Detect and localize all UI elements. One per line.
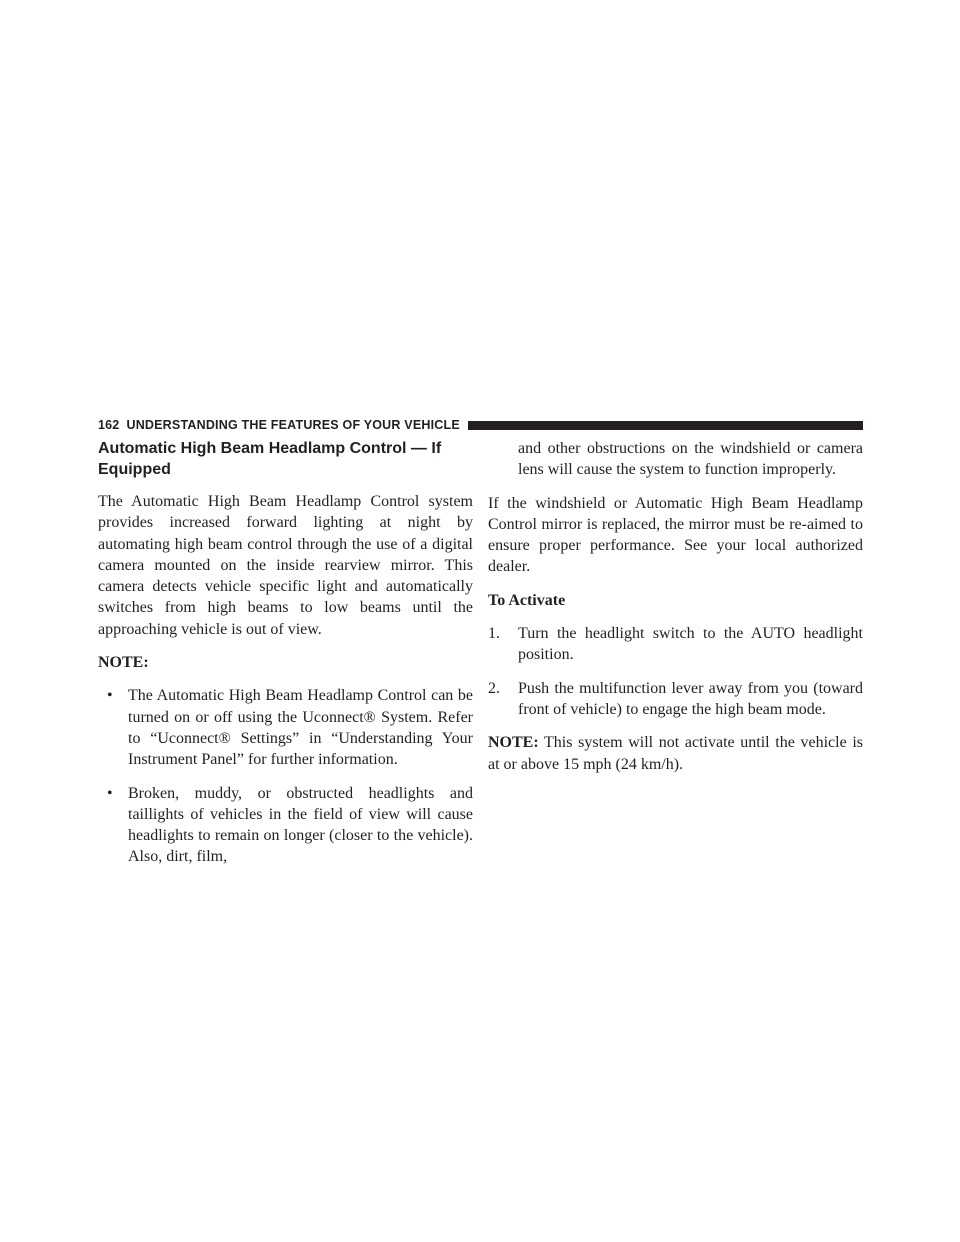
subheading-to-activate: To Activate bbox=[488, 591, 566, 609]
intro-paragraph: The Automatic High Beam Headlamp Control system provides increased forward lighting at night by automating high beam control through the use of a digital camera mounted on the inside rearview mirror. This camera detects vehicle specific light and automatically switches from high beams to low beams until the approaching vehicle is out of view. bbox=[98, 493, 473, 638]
page-header bbox=[98, 418, 863, 432]
note-label: NOTE: bbox=[488, 734, 539, 752]
bullet-text: Broken, muddy, or obstructed headlights and taillights of vehicles in the field of view will cause headlights to remain on longer (closer to the vehicle). Also, dirt, film, bbox=[128, 784, 473, 866]
header-rule bbox=[468, 421, 863, 430]
section-heading: Automatic High Beam Headlamp Control — If Equipped bbox=[98, 440, 442, 478]
right-column bbox=[488, 438, 863, 787]
list-item bbox=[488, 678, 863, 721]
step-text: Push the multifunction lever away from you (toward front of vehicle) to engage the high beam mode. bbox=[518, 679, 863, 718]
bullet-icon: • bbox=[107, 784, 113, 802]
page-number: 162 bbox=[98, 418, 120, 432]
step-number: 2. bbox=[488, 679, 500, 697]
list-item bbox=[98, 685, 473, 770]
activation-note bbox=[488, 732, 863, 775]
note-label: NOTE: bbox=[98, 654, 149, 672]
section-title: UNDERSTANDING THE FEATURES OF YOUR VEHICLE bbox=[126, 418, 460, 432]
replacement-paragraph: If the windshield or Automatic High Beam Headlamp Control mirror is replaced, the mirror must be re-aimed to ensure proper performance. See your local authorized dealer. bbox=[488, 494, 863, 576]
step-number: 1. bbox=[488, 625, 500, 643]
note-text: This system will not activate until the vehicle is at or above 15 mph (24 km/h). bbox=[488, 734, 863, 773]
bullet-text: The Automatic High Beam Headlamp Control can be turned on or off using the Uconnect® System. Refer to “Uconnect® Settings” in “Understanding Your Instrument Panel” for further information. bbox=[128, 687, 473, 769]
list-item bbox=[488, 623, 863, 666]
bullet-icon: • bbox=[107, 687, 113, 705]
left-column bbox=[98, 438, 473, 880]
bullet-continuation: and other obstructions on the windshield or camera lens will cause the system to function improperly. bbox=[518, 440, 863, 479]
step-text: Turn the headlight switch to the AUTO headlight position. bbox=[518, 625, 863, 664]
list-item bbox=[98, 783, 473, 868]
